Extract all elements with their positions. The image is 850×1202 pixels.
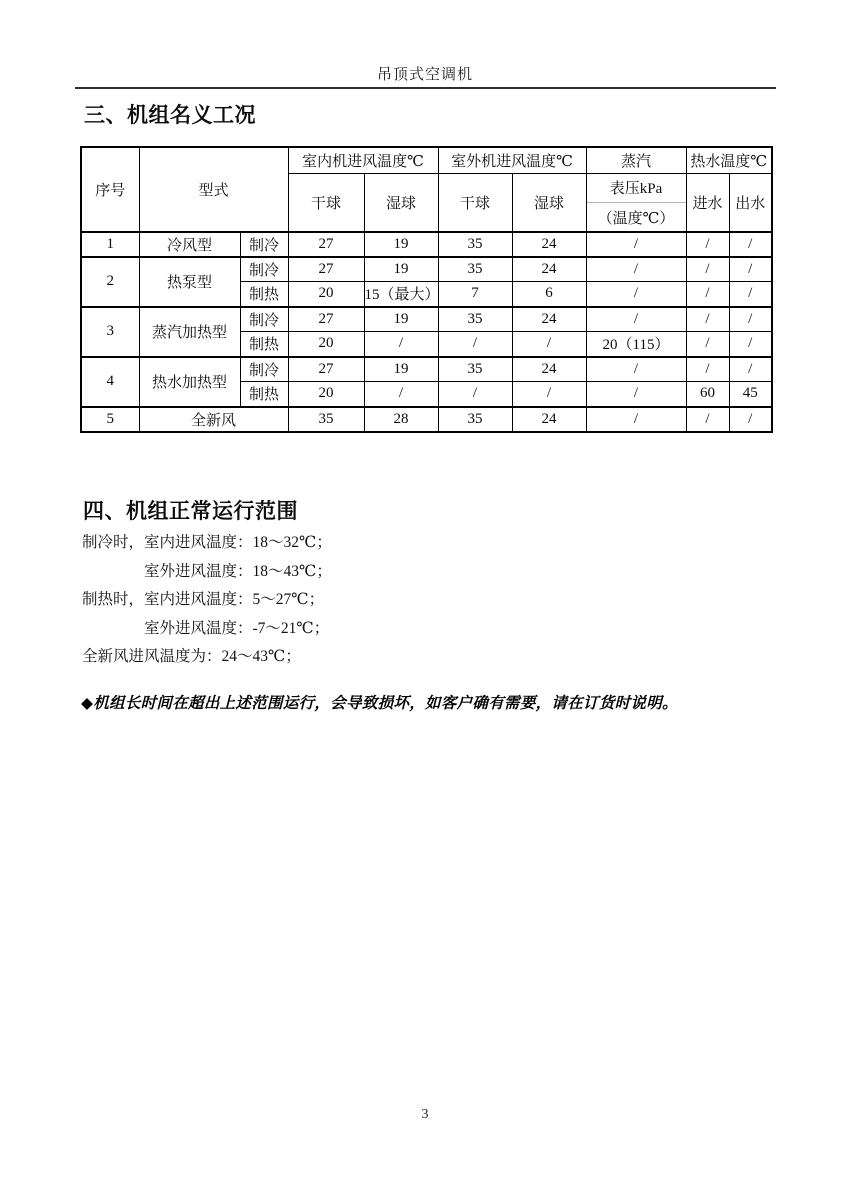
value-cell: / [586,282,686,307]
value-cell: 15（最大） [364,282,438,307]
value-cell: 7 [438,282,512,307]
value-cell: / [729,307,772,332]
value-cell: 35 [288,407,364,432]
value-cell: / [686,282,729,307]
table-row [81,307,772,332]
nominal-conditions-table-wrap [80,146,773,433]
mode-cell: 制冷 [240,357,288,382]
value-cell: / [686,407,729,432]
value-cell: / [686,232,729,257]
serial-cell: 3 [81,307,139,357]
serial-cell: 5 [81,407,139,432]
order-warning-note: ◆机组长时间在超出上述范围运行，会导致损坏，如客户确有需要，请在订货时说明。 [81,695,678,712]
value-cell: 19 [364,307,438,332]
header-water-out: 出水 [729,173,772,232]
range-line-heating-indoor: 制热时，室内进风温度：5～27℃； [82,591,325,608]
section4-title: 四、机组正常运行范围 [83,500,298,523]
range-line-heating-outdoor: 室外进风温度：-7～21℃； [144,619,330,637]
value-cell: 19 [364,232,438,257]
value-cell: / [512,382,586,407]
range-line-fresh-air: 全新风进风温度为：24～43℃； [82,648,301,665]
steam-subheader [587,174,686,231]
value-cell: / [729,407,772,432]
value-cell: / [729,357,772,382]
value-cell: 60 [686,382,729,407]
value-cell: / [686,357,729,382]
value-cell: 27 [288,257,364,282]
header-serial: 序号 [81,147,139,232]
value-cell: 28 [364,407,438,432]
value-cell: / [586,232,686,257]
header-row-1 [81,147,772,173]
value-cell: 24 [512,257,586,282]
table-row [81,407,772,432]
header-indoor-dry-bulb: 干球 [288,173,364,232]
section3-title: 三、机组名义工况 [84,104,256,127]
value-cell: 19 [364,257,438,282]
value-cell: 20 [288,282,364,307]
type-cell: 热水加热型 [139,357,240,407]
value-cell: / [729,257,772,282]
value-cell: / [438,382,512,407]
value-cell: 35 [438,357,512,382]
header-indoor-temp: 室内机进风温度℃ [288,147,438,173]
value-cell: / [729,332,772,357]
header-type: 型式 [139,147,288,232]
value-cell: 20（115） [586,332,686,357]
value-cell: 35 [438,307,512,332]
header-steam: 蒸汽 [586,147,686,173]
mode-cell: 制冷 [240,232,288,257]
value-cell: 35 [438,257,512,282]
steam-gauge-pressure-label: 表压kPa [587,174,686,203]
table-row [81,232,772,257]
operating-range-text [82,529,332,672]
value-cell: / [586,382,686,407]
mode-cell: 制冷 [240,257,288,282]
mode-cell: 制冷 [240,307,288,332]
header-hotwater-temp: 热水温度℃ [686,147,772,173]
table-row [81,357,772,382]
running-head: 吊顶式空调机 [376,67,473,83]
value-cell: / [686,257,729,282]
value-cell: 35 [438,407,512,432]
value-cell: / [686,307,729,332]
value-cell: / [364,332,438,357]
value-cell: / [512,332,586,357]
type-cell: 蒸汽加热型 [139,307,240,357]
value-cell: / [586,257,686,282]
value-cell: / [729,232,772,257]
value-cell: 45 [729,382,772,407]
mode-cell: 制热 [240,282,288,307]
value-cell: / [586,357,686,382]
value-cell: / [729,282,772,307]
value-cell: / [586,307,686,332]
value-cell: 24 [512,307,586,332]
value-cell: 24 [512,407,586,432]
range-line-cooling-indoor: 制冷时，室内进风温度：18～32℃； [82,534,332,551]
serial-cell: 2 [81,257,139,307]
steam-temperature-label: （温度℃） [597,210,675,227]
type-cell: 热泵型 [139,257,240,307]
value-cell: / [364,382,438,407]
value-cell: / [438,332,512,357]
header-outdoor-temp: 室外机进风温度℃ [438,147,586,173]
table-row [81,257,772,282]
value-cell: 20 [288,332,364,357]
value-cell: 27 [288,357,364,382]
header-rule [75,87,776,89]
header-indoor-wet-bulb: 湿球 [364,173,438,232]
page-number: 3 [421,1107,429,1122]
header-water-in: 进水 [686,173,729,232]
value-cell: 6 [512,282,586,307]
value-cell: 24 [512,232,586,257]
value-cell: 27 [288,307,364,332]
serial-cell: 4 [81,357,139,407]
value-cell: 20 [288,382,364,407]
value-cell: 19 [364,357,438,382]
value-cell: / [686,332,729,357]
mode-cell: 制热 [240,382,288,407]
header-outdoor-wet-bulb: 湿球 [512,173,586,232]
range-line-cooling-outdoor: 室外进风温度：18～43℃； [144,562,332,580]
header-outdoor-dry-bulb: 干球 [438,173,512,232]
value-cell: 27 [288,232,364,257]
header-steam-pressure [586,173,686,232]
mode-cell: 制热 [240,332,288,357]
nominal-conditions-table [80,146,773,433]
value-cell: 35 [438,232,512,257]
type-cell: 冷风型 [139,232,240,257]
serial-cell: 1 [81,232,139,257]
value-cell: / [586,407,686,432]
value-cell: 24 [512,357,586,382]
type-cell: 全新风 [139,407,288,432]
